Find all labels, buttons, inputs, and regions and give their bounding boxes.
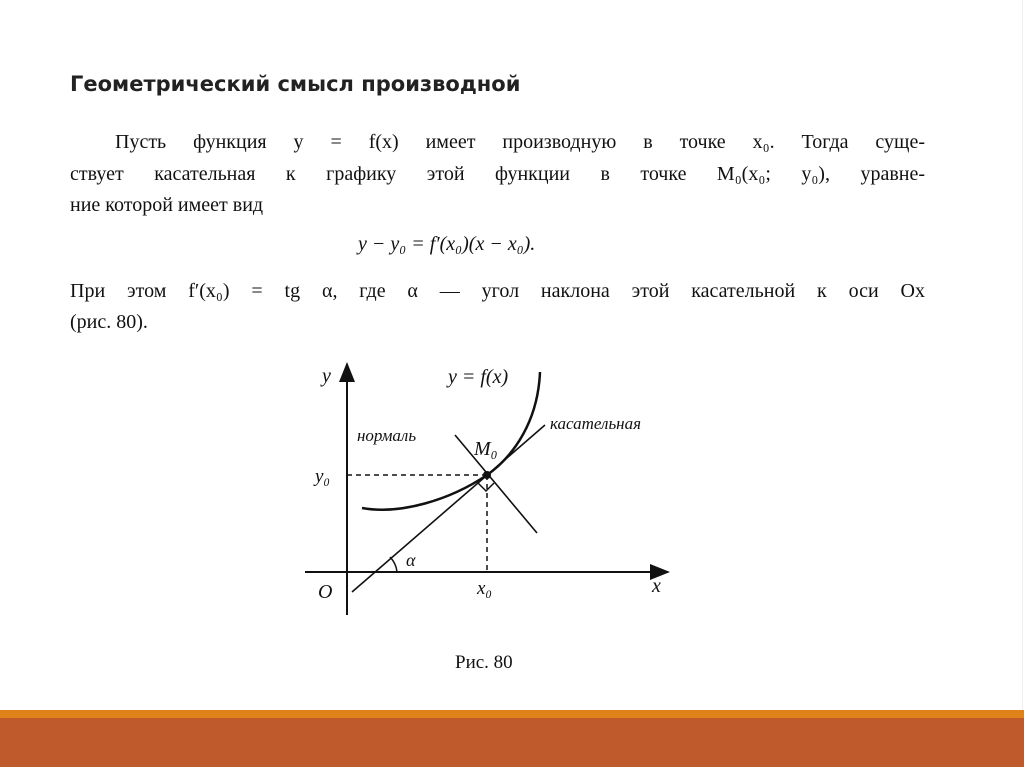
footer-bar [0,718,1024,767]
paragraph-line: (рис. 80). [70,311,148,333]
y0-label: y₀ [315,466,331,487]
x0-label: x₀ [477,578,493,599]
paragraph-line: ние которой имеет вид [70,194,264,216]
paragraph-line: Пусть функция y = f(x) имеет производную в точке x₀. Тогда суще- [115,131,925,153]
tangent-label: касательная [550,414,642,433]
angle-label: α [406,550,416,570]
footer-accent-stripe [0,710,1024,718]
y-axis-label: y [322,365,331,387]
slide-title: Геометрический смысл производной [70,72,521,96]
function-label: y = f(x) [448,366,509,388]
point-m0 [483,471,491,479]
paragraph-line: ствует касательная к графику этой функции в точке M₀(x₀; y₀), уравне- [70,163,925,185]
right-angle-mark [478,483,494,491]
tangent-formula: y − y₀ = f′(x₀)(x − x₀). [358,233,536,255]
m0-label: M₀ [474,438,498,460]
x-axis-label: x [652,575,661,597]
normal-label: нормаль [357,426,417,445]
angle-arc [390,557,397,572]
origin-label: O [318,581,333,603]
paragraph-line: При этом f′(x₀) = tg α, где α — угол наклона этой касательной к оси Ox [70,280,925,302]
figure-caption: Рис. 80 [455,652,513,673]
slide-border [1022,0,1023,710]
